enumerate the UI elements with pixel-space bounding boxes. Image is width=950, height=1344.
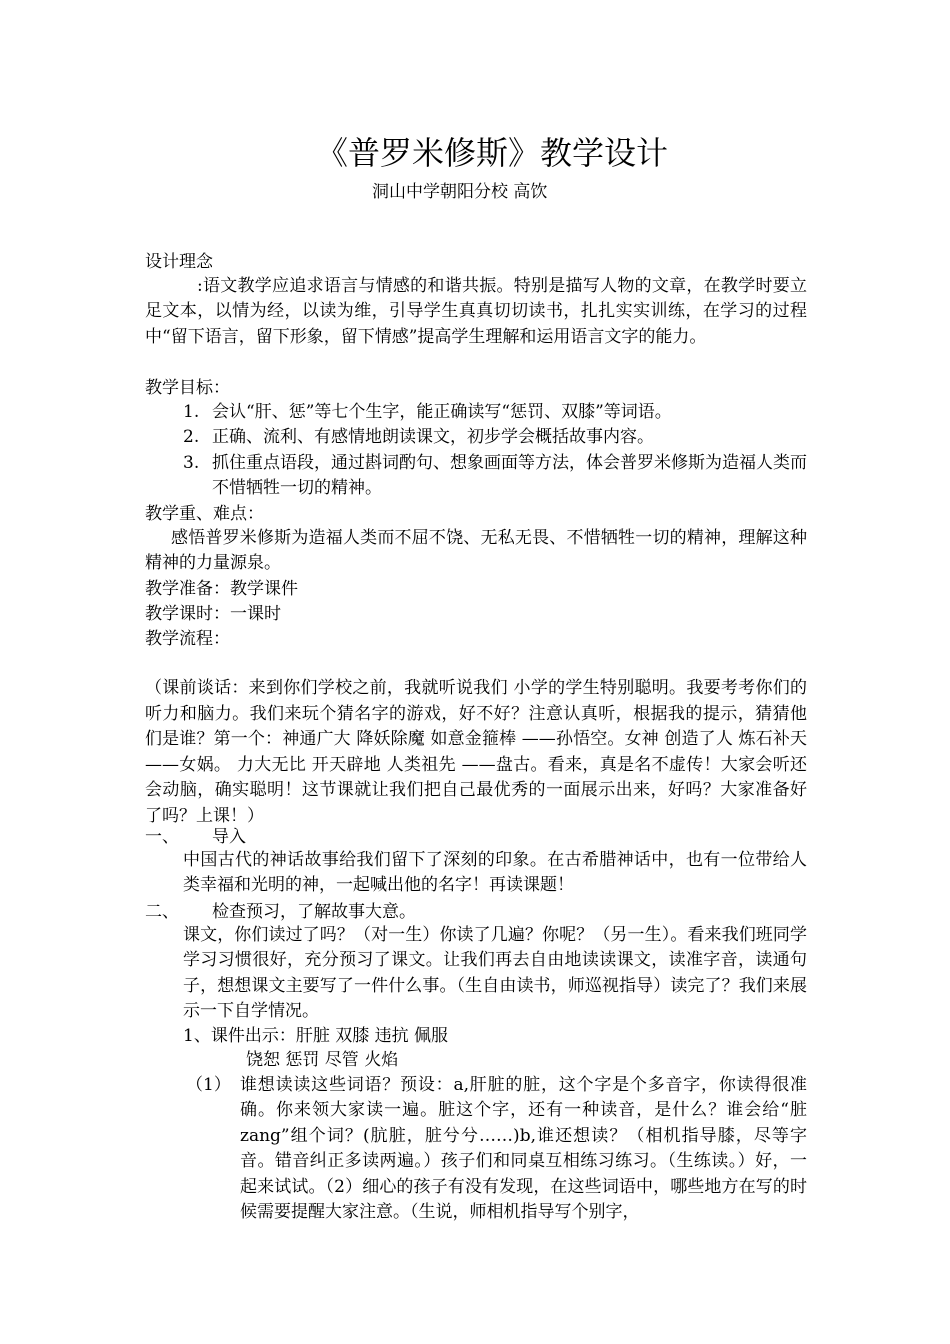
author-line: 洞山中学朝阳分校 高饮: [372, 182, 548, 202]
goal-text: 会认“肝、惩”等七个生字，能正确读写“惩罚、双膝”等词语。: [212, 402, 672, 422]
key-points-text: 感悟普罗米修斯为造福人类而不屈不饶、无私无畏、不惜牺牲一切的精神，理解这种精神的力量源泉。: [145, 528, 807, 574]
section-heading: 检查预习，了解故事大意。: [212, 902, 416, 922]
design-concept-text: :语文教学应追求语言与情感的和谐共振。特别是描写人物的文章，在教学时要立足文本，以情为经，以读为维，引导学生真真切切读书，扎扎实实训练，在学习的过程中“留下语言，留下形象，留下情感”提高学生理解和运用语言文字的能力。: [145, 276, 807, 347]
courseware-line: 1、课件出示：肝脏 双膝 违抗 佩服: [183, 1026, 449, 1046]
pre-class-talk: （课前谈话：来到你们学校之前，我就听说我们 小学的学生特别聪明。我要考考你们的听力和脑力。我们来玩个猜名字的游戏，好不好？注意认真听，根据我的提示，猜猜他们是谁？第一个：神通广大 降妖除魔 如意金箍棒 ——孙悟空。女神 创造了人 炼石补天——女娲。 力大无比 开天辟地 人类祖先 ——盘古。看来，真是名不虚传！大家会听还会动脑，确实聪明！这节课就让我们把自己最优秀的一面展示出来，好吗？大家准备好了吗？上课！）: [145, 678, 807, 826]
goal-text: 抓住重点语段，通过斟词酌句、想象画面等方法，体会普罗米修斯为造福人类而不惜牺牲一切的精神。: [212, 453, 807, 499]
goal-text: 正确、流利、有感情地朗读课文，初步学会概括故事内容。: [212, 427, 654, 447]
goal-number: 2.: [183, 427, 200, 447]
goals-heading: 教学目标：: [145, 378, 230, 398]
document-title: 《普罗米修斯》教学设计: [316, 134, 669, 172]
goal-number: 1.: [183, 402, 200, 422]
goal-number: 3.: [183, 453, 200, 473]
design-concept-heading: 设计理念: [145, 252, 213, 272]
section-number: 二、: [145, 902, 179, 922]
section-heading: 导入: [212, 827, 246, 847]
key-points-heading: 教学重、难点：: [145, 504, 264, 524]
section-number: 一、: [145, 827, 179, 847]
sub-item-number: （1）: [186, 1075, 231, 1095]
section-text: 课文，你们读过了吗？（对一生）你读了几遍？你呢？（另一生）。看来我们班同学学习习惯很好，充分预习了课文。让我们再去自由地读读课文，读准字音，读通句子，想想课文主要写了一件什么事。（生自由读书，师巡视指导）读完了？我们来展示一下自学情况。: [183, 925, 807, 1022]
courseware-line: 饶恕 惩罚 尽管 火焰: [246, 1050, 399, 1070]
sub-item-text: 谁想读读这些词语？预设：a,肝脏的脏，这个字是个多音字，你读得很准确。你来领大家读一遍。脏这个字，还有一种读音，是什么？谁会给“脏 zang”组个词？(肮脏，脏兮兮……)b,谁还想读？（相机指导膝，尽等字音。错音纠正多读两遍。）孩子们和同桌互相练习练习。（生练读。）好，一起来试试。（2）细心的孩子有没有发现，在这些词语中，哪些地方在写的时候需要提醒大家注意。（生说，师相机指导写个别字，: [240, 1075, 807, 1223]
hours-line: 教学课时：一课时: [145, 604, 281, 624]
section-text: 中国古代的神话故事给我们留下了深刻的印象。在古希腊神话中，也有一位带给人类幸福和光明的神，一起喊出他的名字！再读课题！: [183, 850, 807, 896]
prep-line: 教学准备：教学课件: [145, 579, 298, 599]
flow-heading: 教学流程：: [145, 629, 230, 649]
